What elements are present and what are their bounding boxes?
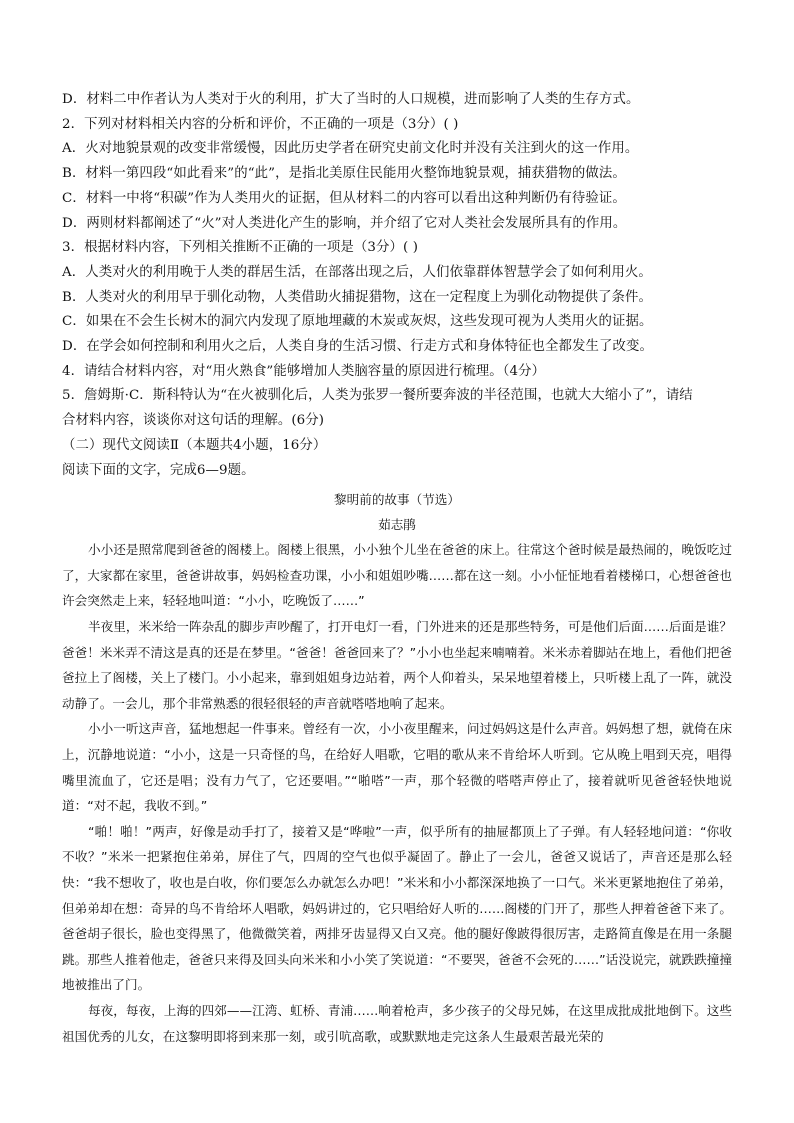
story-paragraph: 小小一听这声音，猛地想起一件事来。曾经有一次，小小夜里醒来，问过妈妈这是什么声音。妈妈想了想，就倚在床上，沉静地说道：“小小，这是一只奇怪的鸟，在给好人唱歌，它唱的歌从来不肯给坏人听到。它从晚上唱到天亮，唱得嘴里流血了，它还是唱；没有力气了，它还要唱。”“啪嗒”一声，那个轻微的嗒嗒声停止了，接着就听见爸爸轻快地说道：“对不起，我收不到。”	[62, 721, 732, 814]
story-paragraph: “啪！啪！”两声，好像是动手打了，接着又是“哗啦”一声，似乎所有的抽屉都顶上了子弹。有人轻轻地问道：“你收不收？”米米一把紧抱住弟弟，屏住了气，四周的空气也似乎凝固了。静止了一会儿，爸爸又说话了，声音还是那么轻快：“我不想收了，收也是白收，你们要怎么办就怎么办吧！”米米和小小都深深地换了一口气。米米更紧地抱住了弟弟，但弟弟却在想：奇异的鸟不肯给坏人唱歌，妈妈讲过的，它只唱给好人听的……阁楼的门开了，那些人押着爸爸下来了。爸爸胡子很长，脸也变得黑了，他微微笑着，两排牙齿显得又白又亮。他的腿好像跛得很厉害，走路简直像是在用一条腿跳。那些人推着他走，爸爸只来得及回头向米米和小小笑了笑说道：“不要哭，爸爸不会死的……”话没说完，就跌跌撞撞地被推出了门。	[62, 823, 732, 993]
question-5-line-1: 5．詹姆斯·C．斯科特认为“在火被驯化后，人类为张罗一餐所要奔波的半径范围，也就大大缩小了”，请结	[62, 388, 693, 404]
question-5-line-2: 合材料内容，谈谈你对这句话的理解。(6分)	[62, 413, 325, 429]
question-line: D．在学会如何控制和利用火之后，人类自身的生活习惯、行走方式和身体特征也全都发生了改变。	[62, 339, 653, 355]
question-line: B．人类对火的利用早于驯化动物，人类借助火捕捉猎物，这在一定程度上为驯化动物提供了条件。	[62, 289, 653, 305]
story-title: 黎明前的故事（节选）	[334, 492, 460, 508]
question-line: 3．根据材料内容，下列相关推断不正确的一项是（3分）( )	[62, 240, 419, 256]
exam-page	[62, 88, 732, 1049]
story-author: 茹志鹃	[378, 517, 416, 533]
question-line: D．两则材料都阐述了“火”对人类进化产生的影响，并介绍了它对人类社会发展所具有的作用。	[62, 215, 627, 231]
story-paragraph: 小小还是照常爬到爸爸的阁楼上。阁楼上很黑，小小独个儿坐在爸爸的床上。往常这个爸时候是最热闹的，晚饭吃过了，大家都在家里，爸爸讲故事，妈妈检查功课，小小和姐姐吵嘴……都在这一刻。小小怔怔地看着楼梯口，心想爸爸也许会突然走上来，轻轻地叫道：“小小，吃晚饭了……”	[62, 542, 732, 609]
question-line: C．材料一中将“积碳”作为人类用火的证据，但从材料二的内容可以看出这种判断仍有待验证。	[62, 190, 626, 206]
section-heading: （二）现代文阅读Ⅱ（本题共4小题，16分）	[62, 437, 327, 453]
reading-instruction: 阅读下面的文字，完成6—9题。	[62, 462, 255, 478]
question-line: C．如果在不会生长树木的洞穴内发现了原地埋藏的木炭或灰烬，这些发现可视为人类用火的证据。	[62, 314, 653, 330]
question-line: A．人类对火的利用晚于人类的群居生活，在部落出现之后，人们依靠群体智慧学会了如何利用火。	[62, 264, 652, 280]
question-line: 2．下列对材料相关内容的分析和评价，不正确的一项是（3分）( )	[62, 116, 459, 132]
question-line: D．材料二中作者认为人类对于火的利用，扩大了当时的人口规模，进而影响了人类的生存方式。	[62, 92, 640, 107]
question-line: A．火对地貌景观的改变非常缓慢，因此历史学者在研究史前文化时并没有关注到火的这一作用。	[62, 141, 639, 157]
story-paragraph: 半夜里，米米给一阵杂乱的脚步声吵醒了，打开电灯一看，门外进来的还是那些特务，可是他们后面……后面是谁？爸爸！米米弄不清这是真的还是在梦里。“爸爸！爸爸回来了？”小小也坐起来喃喃着。米米赤着脚站在地上，看他们把爸爸拉上了阁楼，关上了楼门。小小起来，靠到姐姐身边站着，两个人仰着头，呆呆地望着楼上，只听楼上乱了一阵，就没动静了。一会儿，那个非常熟悉的很轻很轻的声音就嗒嗒地响了起来。	[62, 619, 732, 711]
question-line: 4．请结合材料内容，对“用火熟食”能够增加人类脑容量的原因进行梳理。（4分）	[62, 363, 546, 379]
question-line: B．材料一第四段“如此看来”的“此”，是指北美原住民能用火整饰地貌景观，捕获猎物的做法。	[62, 166, 626, 182]
story-paragraph: 每夜，每夜，上海的四郊——江湾、虹桥、青浦……响着枪声，多少孩子的父母兄姊，在这里成批成批地倒下。这些祖国优秀的儿女，在这黎明即将到来那一刻，或引吭高歌，或默默地走完这条人生最艰苦最光荣的	[62, 1002, 732, 1044]
